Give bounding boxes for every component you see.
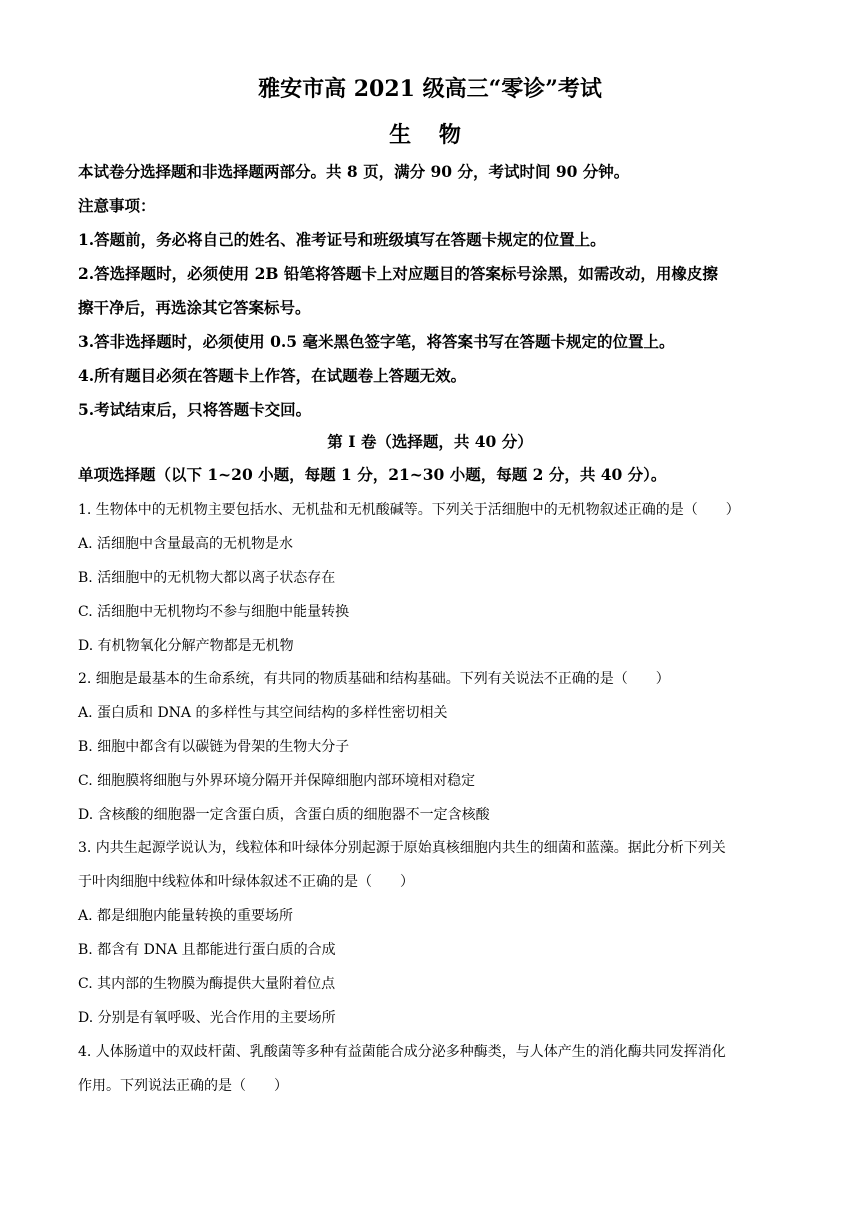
subject-title: 生 物 <box>389 122 471 148</box>
note-item: 3.答非选择题时，必须使用 0.5 毫米黑色签字笔，将答案书写在答题卡规定的位置上。 <box>78 332 675 351</box>
question-1-option-c: C. 活细胞中无机物均不参与细胞中能量转换 <box>78 604 350 620</box>
question-1-option-b: B. 活细胞中的无机物大都以离子状态存在 <box>78 570 336 586</box>
question-2-option-a: A. 蛋白质和 DNA 的多样性与其空间结构的多样性密切相关 <box>78 705 448 721</box>
note-item: 5.考试结束后，只将答题卡交回。 <box>78 400 312 419</box>
note-item-continuation: 擦干净后，再选涂其它答案标号。 <box>78 298 311 317</box>
question-3-stem-continuation: 于叶肉细胞中线粒体和叶绿体叙述不正确的是（ ） <box>78 874 414 890</box>
section-subtitle: 单项选择题（以下 1~20 小题，每题 1 分，21~30 小题，每题 2 分，共 40 分）。 <box>78 465 667 484</box>
notes-heading: 注意事项： <box>78 196 156 215</box>
question-4-stem-continuation: 作用。下列说法正确的是（ ） <box>78 1078 288 1094</box>
note-item: 2.答选择题时，必须使用 2B 铅笔将答题卡上对应题目的答案标号涂黑，如需改动，用橡皮擦 <box>78 264 718 283</box>
question-1-stem: 1. 生物体中的无机物主要包括水、无机盐和无机酸碱等。下列关于活细胞中的无机物叙述正确的是（ ） <box>78 502 740 518</box>
question-3-option-d: D. 分别是有氧呼吸、光合作用的主要场所 <box>78 1010 336 1026</box>
exam-intro: 本试卷分选择题和非选择题两部分。共 8 页，满分 90 分，考试时间 90 分钟。 <box>78 162 630 181</box>
question-3-stem: 3. 内共生起源学说认为，线粒体和叶绿体分别起源于原始真核细胞内共生的细菌和蓝藻。据此分析下列关 <box>78 840 726 856</box>
question-3-option-b: B. 都含有 DNA 且都能进行蛋白质的合成 <box>78 942 336 958</box>
question-3-option-a: A. 都是细胞内能量转换的重要场所 <box>78 908 294 924</box>
section-title: 第 I 卷（选择题，共 40 分） <box>327 432 533 451</box>
question-1-option-a: A. 活细胞中含量最高的无机物是水 <box>78 536 294 552</box>
question-2-option-c: C. 细胞膜将细胞与外界环境分隔开并保障细胞内部环境相对稳定 <box>78 773 476 789</box>
question-2-stem: 2. 细胞是最基本的生命系统，有共同的物质基础和结构基础。下列有关说法不正确的是（ ） <box>78 671 670 687</box>
exam-title: 雅安市高 2021 级高三“零诊”考试 <box>258 76 602 102</box>
note-item: 1.答题前，务必将自己的姓名、准考证号和班级填写在答题卡规定的位置上。 <box>78 230 606 249</box>
question-3-option-c: C. 其内部的生物膜为酶提供大量附着位点 <box>78 976 336 992</box>
note-item: 4.所有题目必须在答题卡上作答，在试题卷上答题无效。 <box>78 366 467 385</box>
question-2-option-b: B. 细胞中都含有以碳链为骨架的生物大分子 <box>78 739 350 755</box>
question-4-stem: 4. 人体肠道中的双歧杆菌、乳酸菌等多种有益菌能合成分泌多种酶类，与人体产生的消化酶共同发挥消化 <box>78 1044 726 1060</box>
question-2-option-d: D. 含核酸的细胞器一定含蛋白质，含蛋白质的细胞器不一定含核酸 <box>78 807 490 823</box>
question-1-option-d: D. 有机物氧化分解产物都是无机物 <box>78 638 294 654</box>
